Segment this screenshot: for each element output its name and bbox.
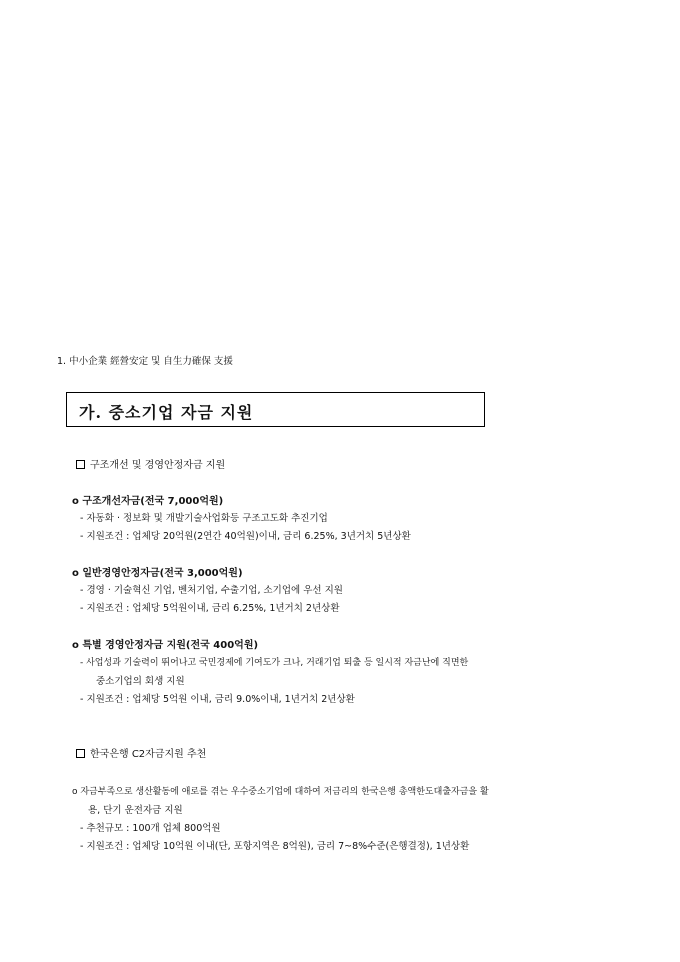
square-heading-2-label: 한국은행 C2자금지원 추천 — [90, 749, 207, 760]
square-icon — [76, 749, 85, 758]
square-heading-1-label: 구조개선 및 경영안정자금 지원 — [90, 460, 226, 471]
item-title: o 일반경영안정자금(전국 3,000억원) — [72, 568, 243, 579]
body-line: o 자금부족으로 생산활동에 애로를 겪는 우수중소기업에 대하여 저금리의 한국은행 총액한도대출자금을 활 — [72, 787, 489, 797]
item-line-continued: 중소기업의 회생 지원 — [96, 676, 185, 687]
item-line: - 자동화 · 정보화 및 개발기술사업화등 구조고도화 추진기업 — [80, 513, 328, 524]
item-line: - 지원조건 : 업체당 5억원이내, 금리 6.25%, 1년거치 2년상환 — [80, 603, 340, 614]
square-heading-2 — [76, 745, 206, 760]
item-line: - 경영 · 기술혁신 기업, 벤처기업, 수출기업, 소기업에 우선 지원 — [80, 585, 343, 596]
body-line-continued: 용, 단기 운전자금 지원 — [88, 805, 183, 816]
square-icon — [76, 460, 85, 469]
item-line: - 지원조건 : 업체당 20억원(2연간 40억원)이내, 금리 6.25%, 3년거치 5년상환 — [80, 531, 411, 542]
title-text: 가. 중소기업 자금 지원 — [79, 403, 254, 422]
body-line: - 지원조건 : 업체당 10억원 이내(단, 포항지역은 8억원), 금리 7~8%수준(은행결정), 1년상환 — [80, 841, 470, 852]
item-line: - 사업성과 기술력이 뛰어나고 국민경제에 기여도가 크나, 거래기업 퇴출 등 일시적 자금난에 직면한 — [80, 658, 469, 668]
body-line: - 추천규모 : 100개 업체 800억원 — [80, 823, 221, 834]
square-heading-1 — [76, 456, 225, 471]
title-box — [66, 392, 485, 427]
item-title: o 구조개선자금(전국 7,000억원) — [72, 496, 224, 507]
item-title: o 특별 경영안정자금 지원(전국 400억원) — [72, 640, 259, 651]
section-heading: 1. 中小企業 經營安定 및 自生力確保 支援 — [57, 356, 233, 367]
item-line: - 지원조건 : 업체당 5억원 이내, 금리 9.0%이내, 1년거치 2년상환 — [80, 694, 355, 705]
